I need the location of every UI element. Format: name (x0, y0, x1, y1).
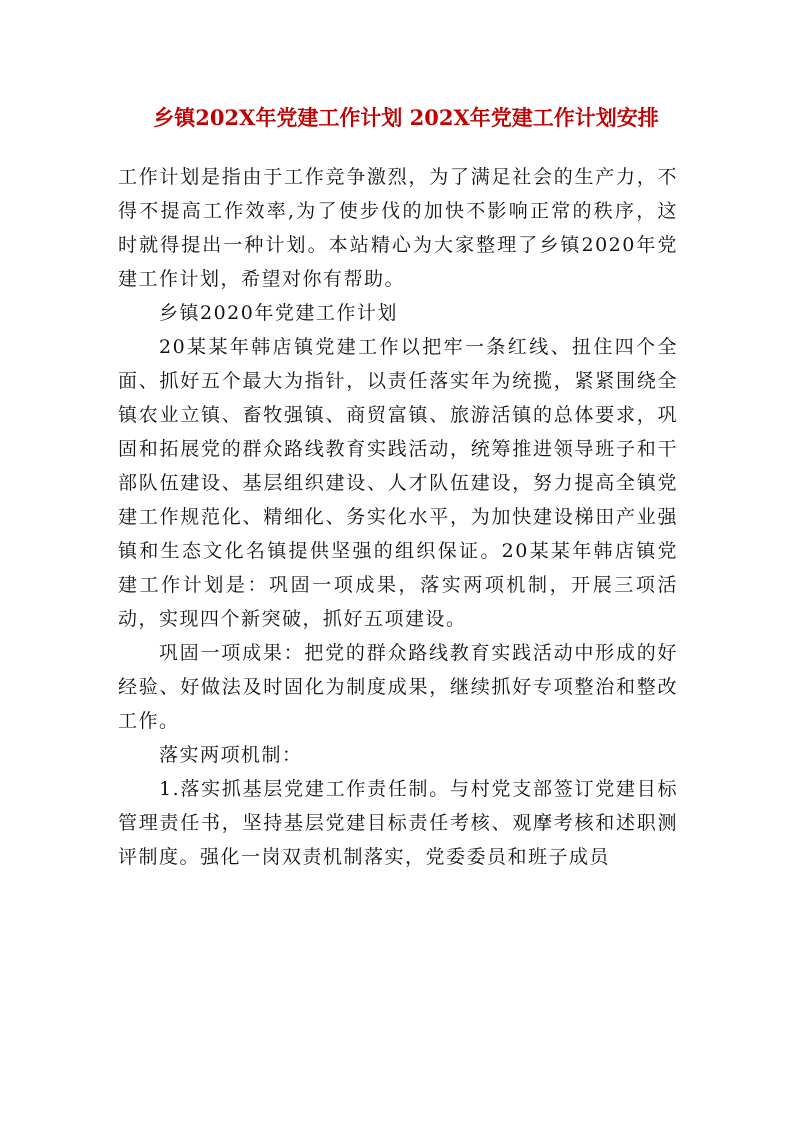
responsibility-paragraph: 1.落实抓基层党建工作责任制。与村党支部签订党建目标管理责任书，坚持基层党建目标责任考核、观摩考核和述职测评制度。强化一岗双责机制落实，党委委员和班子成员 (118, 778, 678, 868)
document-body (118, 160, 678, 874)
mechanisms-heading: 落实两项机制： (159, 744, 303, 766)
overview-paragraph: 20某某年韩店镇党建工作以把牢一条红线、扭住四个全面、抓好五个最大为指针，以责任落实年为统揽，紧紧围绕全镇农业立镇、畜牧强镇、商贸富镇、旅游活镇的总体要求，巩固和拓展党的群众路线教育实践活动，统筹推进领导班子和干部队伍建设、基层组织建设、人才队伍建设，努力提高全镇党建工作规范化、精细化、务实化水平，为加快建设梯田产业强镇和生态文化名镇提供坚强的组织保证。20某某年韩店镇党建工作计划是：巩固一项成果，落实两项机制，开展三项活动，实现四个新突破，抓好五项建设。 (118, 336, 678, 630)
consolidate-paragraph: 巩固一项成果：把党的群众路线教育实践活动中形成的好经验、好做法及时固化为制度成果，继续抓好专项整治和整改工作。 (118, 642, 678, 732)
section-heading: 乡镇2020年党建工作计划 (159, 302, 398, 324)
document-title: 乡镇202X年党建工作计划 202X年党建工作计划安排 (153, 105, 659, 130)
intro-paragraph: 工作计划是指由于工作竞争激烈，为了满足社会的生产力，不得不提高工作效率,为了使步伐的加快不影响正常的秩序，这时就得提出一种计划。本站精心为大家整理了乡镇2020年党建工作计划，希望对你有帮助。 (118, 166, 678, 290)
